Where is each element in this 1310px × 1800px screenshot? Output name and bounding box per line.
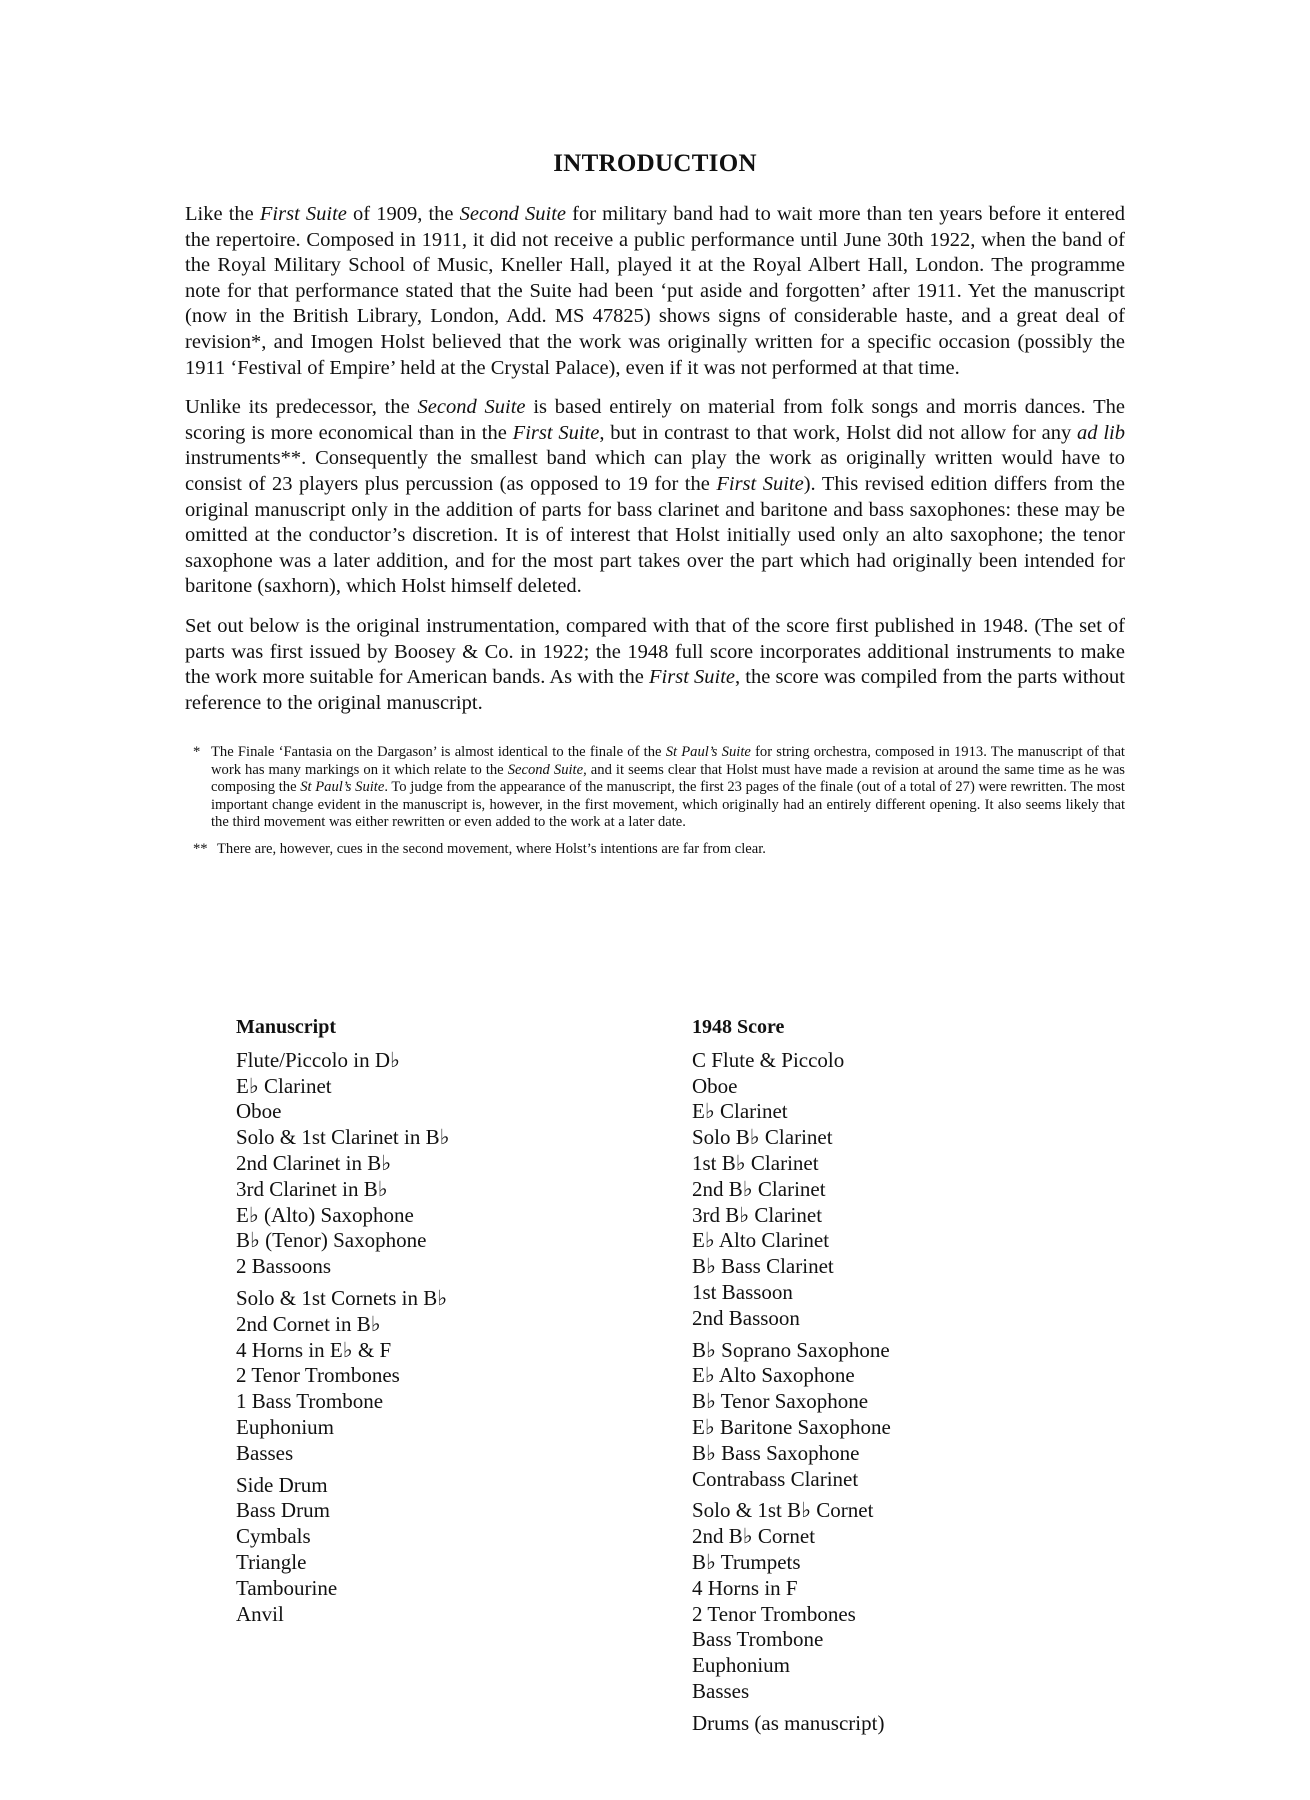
instrument-item: 2 Tenor Trombones [692,1601,856,1626]
manuscript-column [236,1015,676,1633]
instrument-item: Euphonium [236,1414,334,1439]
text-run: , the score was compiled from the parts without reference to the original manuscript. [185,666,1125,714]
instrument-item: 2nd B♭ Clarinet [692,1176,826,1201]
instrument-item: Contrabass Clarinet [692,1466,859,1491]
score-1948-column [692,1015,1092,1743]
page-title: INTRODUCTION [553,150,757,177]
instrument-item: Euphonium [692,1653,790,1678]
text-run: There are, however, cues in the second movement, where Holst’s intentions are far from clear. [217,841,766,858]
instrument-group [692,1498,1092,1704]
instrument-item: 3rd Clarinet in B♭ [236,1176,388,1201]
instrument-item: Flute/Piccolo in D♭ [236,1047,400,1072]
text-run: instruments**. Consequently the smallest band which can play the work as originally written would have to consist of 23 players plus percussion (as opposed to 19 for the [185,447,1125,495]
instrument-item: 2 Bassoons [236,1254,332,1279]
italic-title: St Paul’s Suite [300,779,385,796]
instrument-item: 4 Horns in E♭ & F [236,1337,392,1362]
italic-title: First Suite [649,666,736,689]
instrument-item: 4 Horns in F [692,1575,798,1600]
instrument-item: Cymbals [236,1524,311,1549]
instrument-group [692,1338,1092,1493]
instrument-item: Oboe [692,1073,738,1098]
instrument-item: E♭ Baritone Saxophone [692,1414,891,1439]
instrument-item: Triangle [236,1549,307,1574]
footnote-2 [193,841,1125,858]
instrument-item: 2 Tenor Trombones [236,1363,400,1388]
text-run: Set out below is the original instrumentation, compared with that of the score first published in 1948. (The set of parts was first issued by Boosey & Co. in 1922; the 1948 full score incorporates additional instruments to make the work more suitable for American bands. As with the [185,614,1125,689]
instrument-item: E♭ (Alto) Saxophone [236,1202,414,1227]
text-run: , but in contrast to that work, Holst did not allow for any [599,421,1078,444]
intro-paragraph-2 [185,395,1125,600]
italic-title: First Suite [716,472,804,495]
footnote-marker: * [193,744,201,761]
text-run: . To judge from the appearance of the manuscript, the first 23 pages of the finale (out of a total of 27) were rewritten. The most important change evident in the manuscript is, however, in the first movement, which originally had an entirely different opening. It also seems likely that the third movement was either rewritten or even added to the work at a later date. [211,779,1125,830]
manuscript-heading: Manuscript [236,1016,336,1038]
instrument-item: Tambourine [236,1575,338,1600]
instrument-item: B♭ Bass Saxophone [692,1440,860,1465]
instrument-item: Side Drum [236,1472,328,1497]
instrument-item: E♭ Clarinet [236,1073,332,1098]
instrument-item: Solo & 1st Clarinet in B♭ [236,1125,450,1150]
text-run: Like the [185,203,260,225]
intro-paragraph-1 [185,202,1125,381]
instrument-item: E♭ Alto Saxophone [692,1363,855,1388]
instrument-item: 1 Bass Trombone [236,1389,384,1414]
instrument-item: Solo B♭ Clarinet [692,1125,833,1150]
instrument-item: 2nd Cornet in B♭ [236,1311,381,1336]
text-run: The Finale ‘Fantasia on the Dargason’ is almost identical to the finale of the [211,744,666,761]
instrument-item: Solo & 1st B♭ Cornet [692,1498,874,1523]
instrument-item: B♭ (Tenor) Saxophone [236,1228,427,1253]
instrument-item: Drums (as manuscript) [692,1710,885,1735]
text-run: Unlike its predecessor, the [185,396,418,419]
instrument-item: B♭ Soprano Saxophone [692,1337,890,1362]
instrument-item: Anvil [236,1601,284,1626]
instrument-group [692,1711,1092,1737]
instrument-item: E♭ Alto Clarinet [692,1228,830,1253]
footnotes [185,744,1125,858]
instrument-item: B♭ Trumpets [692,1549,801,1574]
instrument-item: B♭ Tenor Saxophone [692,1389,869,1414]
score-1948-instrument-list [692,1048,1092,1737]
text-run: for military band had to wait more than ten years before it entered the repertoire. Composed in 1911, it did not receive a public performance until June 30th 1922, when the band of the Royal Military School of Music, Kneller Hall, played it at the Royal Albert Hall, London. The programme note for that performance stated that the Suite had been ‘put aside and forgotten’ after 1911. Yet the manuscript (now in the British Library, London, Add. MS 47825) shows signs of considerable haste, and a great deal of revision*, and Imogen Holst believed that the work was originally written for a specific occasion (possibly the 1911 ‘Festival of Empire’ held at the Crystal Palace), even if it was not performed at that time. [185,203,1125,379]
instrument-item: E♭ Clarinet [692,1099,788,1124]
italic-title: Second Suite [507,761,584,778]
instrument-item: Bass Drum [236,1498,330,1523]
instrument-group [236,1473,676,1628]
text-run: , and it seems clear that Holst must have made a revision at around the same time as he was composing the [211,761,1125,796]
instrument-item: Bass Trombone [692,1627,824,1652]
italic-title: St Paul’s Suite [665,744,751,761]
instrument-item: 1st Bassoon [692,1279,793,1304]
instrument-group [236,1286,676,1467]
instrument-item: Basses [236,1440,294,1465]
score-1948-heading: 1948 Score [692,1016,785,1038]
text-run: of 1909, the [346,203,460,225]
instrument-item: 2nd B♭ Cornet [692,1524,816,1549]
document-page [185,150,1125,869]
footnote-marker: ** [193,841,208,858]
footnote-1 [193,744,1125,831]
instrument-item: Basses [692,1678,750,1703]
instrument-group [692,1048,1092,1332]
instrument-item: Solo & 1st Cornets in B♭ [236,1285,448,1310]
italic-title: Second Suite [459,203,566,225]
manuscript-instrument-list [236,1048,676,1628]
instrument-item: 2nd Clarinet in B♭ [236,1150,392,1175]
text-run: for string orchestra, composed in 1913. The manuscript of that work has many markings on it which relate to the [211,744,1125,778]
italic-title: First Suite [512,421,600,444]
text-run: is based entirely on material from folk songs and morris dances. The scoring is more economical than in the [185,396,1125,444]
italic-title: First Suite [259,203,347,225]
text-run: ). This revised edition differs from the original manuscript only in the addition of parts for bass clarinet and baritone and bass saxophones: these may be omitted at the conductor’s discretion. It is of interest that Holst initially used only an alto saxophone; the tenor saxophone was a later addition, and for the most part takes over the part which had originally been intended for baritone (saxhorn), which Holst himself deleted. [185,472,1125,598]
instrument-group [236,1048,676,1280]
italic-term: ad lib [1077,421,1125,444]
instrument-item: C Flute & Piccolo [692,1047,845,1072]
italic-title: Second Suite [417,396,526,419]
instrument-item: 1st B♭ Clarinet [692,1150,819,1175]
instrument-item: 2nd Bassoon [692,1305,800,1330]
intro-paragraph-3 [185,614,1125,716]
instrument-item: B♭ Bass Clarinet [692,1254,834,1279]
instrument-item: 3rd B♭ Clarinet [692,1202,823,1227]
instrument-item: Oboe [236,1099,282,1124]
